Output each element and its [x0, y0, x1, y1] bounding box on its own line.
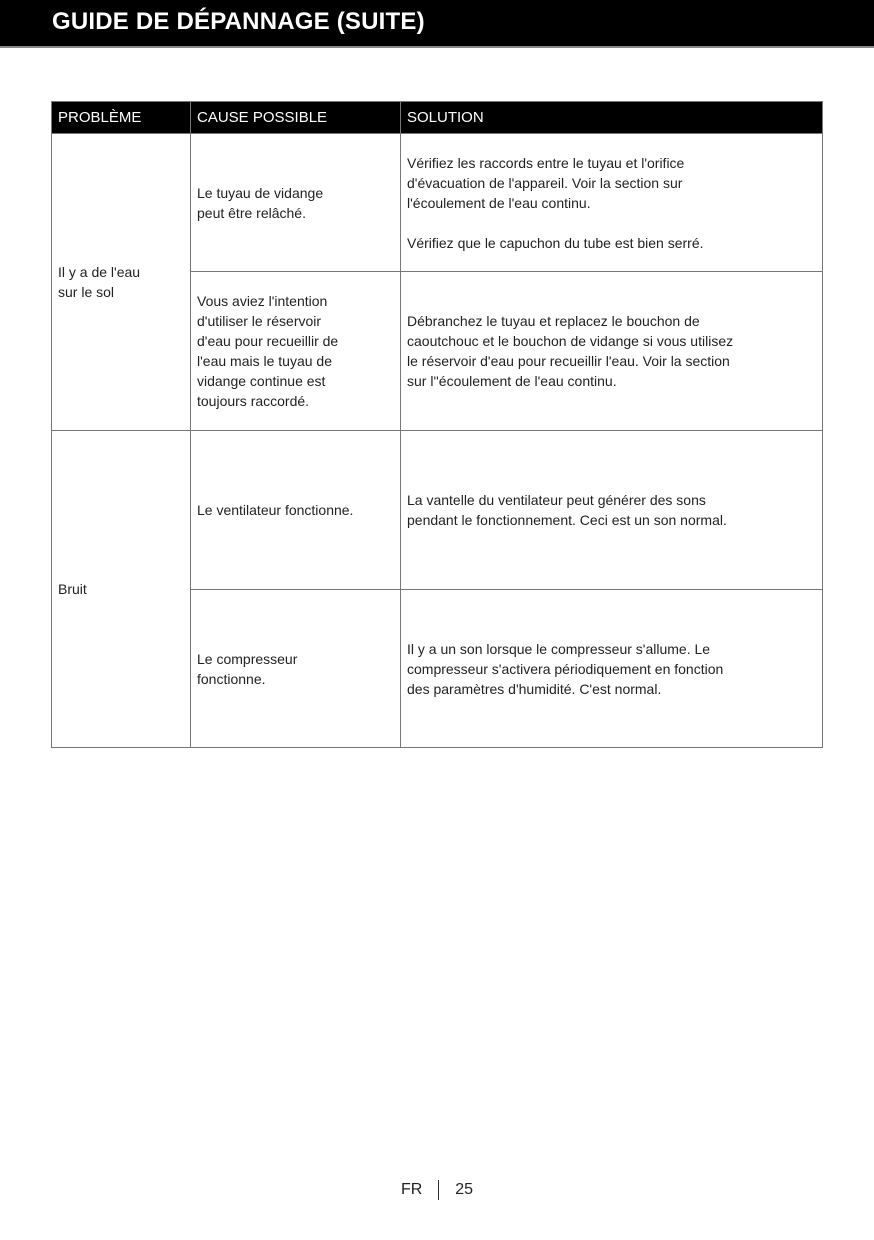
problem-cell: Bruit: [52, 431, 191, 748]
page-number: 25: [455, 1181, 474, 1198]
solution-text: Vérifiez que le capuchon du tube est bien serré.: [407, 234, 704, 251]
table-header-row: [52, 102, 823, 134]
cause-cell: Vous aviez l'intention d'utiliser le réservoir d'eau pour recueillir de l'eau mais le tuyau de vidange continue est toujours raccordé.: [191, 272, 401, 431]
header-problem: PROBLÈME: [52, 102, 191, 134]
solution-cell: Débranchez le tuyau et replacez le bouchon de caoutchouc et le bouchon de vidange si vous utilisez le réservoir d'eau pour recueillir l'eau. Voir la section sur l''écoulement de l'eau continu.: [401, 272, 823, 431]
page-footer: [0, 1180, 874, 1200]
page-title: GUIDE DE DÉPANNAGE (SUITE): [52, 8, 425, 35]
footer-divider: [438, 1180, 439, 1200]
cause-cell: Le tuyau de vidange peut être relâché.: [191, 134, 401, 272]
solution-cell: [401, 134, 823, 272]
language-label: FR: [400, 1181, 423, 1198]
solution-text: Vérifiez les raccords entre le tuyau et l'orifice d'évacuation de l'appareil. Voir la section sur l'écoulement de l'eau continu.: [407, 154, 685, 211]
table-row: [52, 134, 823, 272]
troubleshooting-table: [51, 101, 823, 748]
table-row: [52, 431, 823, 590]
solution-cell: Il y a un son lorsque le compresseur s'allume. Le compresseur s'activera périodiquement en fonction des paramètres d'humidité. C'est normal.: [401, 590, 823, 748]
cause-cell: Le ventilateur fonctionne.: [191, 431, 401, 590]
solution-cell: La vantelle du ventilateur peut générer des sons pendant le fonctionnement. Ceci est un son normal.: [401, 431, 823, 590]
problem-cell: Il y a de l'eau sur le sol: [52, 134, 191, 431]
cause-cell: Le compresseur fonctionne.: [191, 590, 401, 748]
title-bar: [0, 0, 874, 48]
header-solution: SOLUTION: [401, 102, 823, 134]
header-cause: CAUSE POSSIBLE: [191, 102, 401, 134]
